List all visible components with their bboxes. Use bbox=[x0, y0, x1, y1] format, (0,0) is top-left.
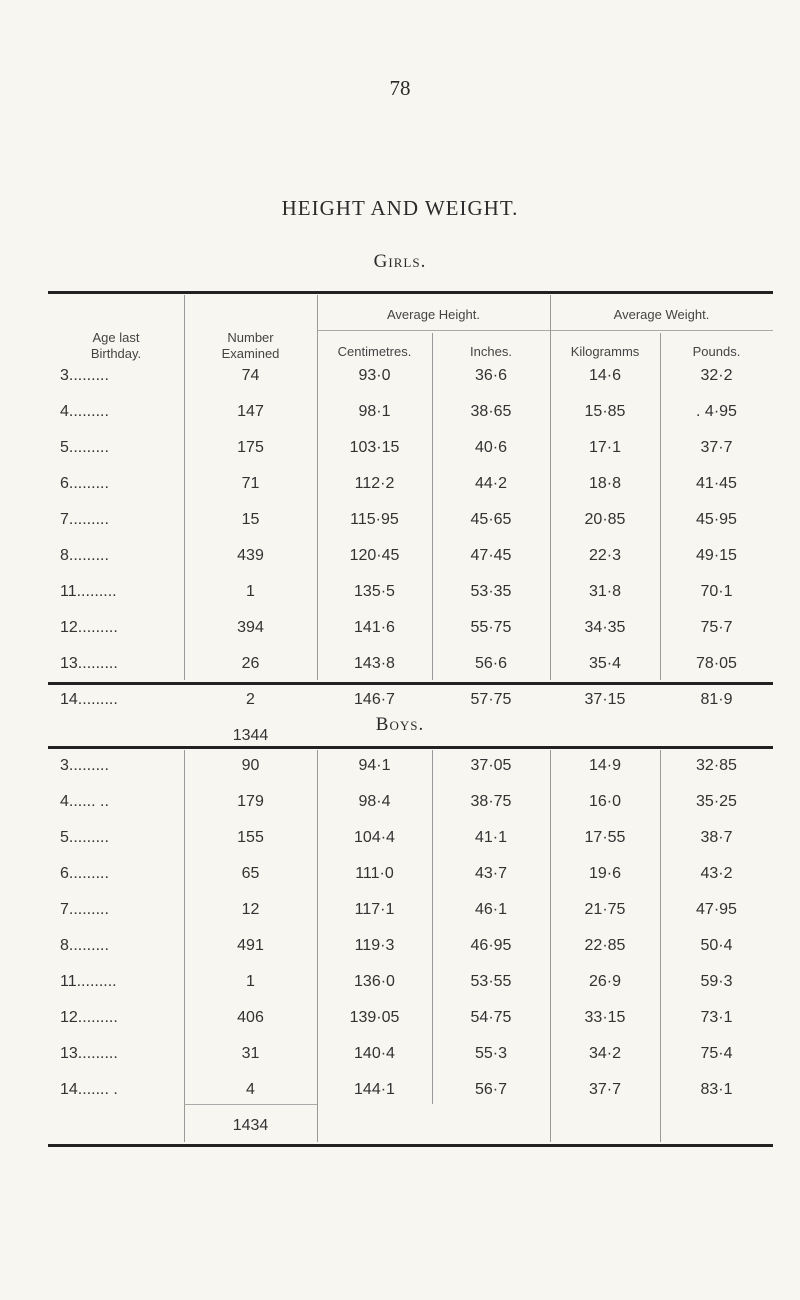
pounds-cell: 81·9 bbox=[700, 691, 733, 708]
kilogramms-cell: 33·15 bbox=[584, 1009, 626, 1026]
table-row bbox=[48, 820, 773, 856]
empty-cell bbox=[550, 1108, 660, 1144]
table-row bbox=[48, 928, 773, 964]
table-row bbox=[48, 502, 773, 538]
number-examined-cell: 406 bbox=[237, 1009, 264, 1026]
number-examined-cell: 1 bbox=[246, 583, 255, 600]
empty-cell bbox=[432, 1108, 550, 1144]
inches-cell: 55·75 bbox=[470, 619, 512, 636]
inches-cell: 53·55 bbox=[470, 973, 512, 990]
inches-cell: 46·95 bbox=[470, 937, 512, 954]
pounds-cell: 78·05 bbox=[696, 655, 737, 672]
pounds-header: Pounds. bbox=[692, 344, 741, 359]
table-row bbox=[48, 1072, 773, 1108]
inches-cell: 53·35 bbox=[470, 583, 512, 600]
kilogramms-cell: 14·6 bbox=[588, 367, 622, 384]
age-cell: 5......... bbox=[60, 829, 109, 846]
kilogramms-cell: 34·35 bbox=[584, 619, 626, 636]
pounds-cell: 32·85 bbox=[696, 757, 737, 774]
centimetres-cell: 112·2 bbox=[354, 475, 395, 492]
pounds-cell: 75·7 bbox=[700, 619, 733, 636]
centimetres-cell: 141·6 bbox=[354, 619, 395, 636]
centimetres-cell: 146·7 bbox=[354, 691, 395, 708]
number-examined-cell: 90 bbox=[241, 757, 260, 774]
pounds-cell: 38·7 bbox=[700, 829, 733, 846]
number-examined-cell: 12 bbox=[241, 901, 260, 918]
number-examined-cell: 175 bbox=[237, 439, 264, 456]
inches-cell: 40·6 bbox=[474, 439, 508, 456]
table-row bbox=[48, 856, 773, 892]
kilogramms-cell: 19·6 bbox=[588, 865, 622, 882]
inches-cell: 38·75 bbox=[470, 793, 512, 810]
number-examined-cell: 71 bbox=[241, 475, 260, 492]
inches-cell: 43·7 bbox=[474, 865, 508, 882]
pounds-cell: 37·7 bbox=[700, 439, 733, 456]
age-cell: 13......... bbox=[60, 1045, 118, 1062]
number-header-line1: Number bbox=[227, 330, 274, 345]
table-row bbox=[48, 892, 773, 928]
header-divider bbox=[317, 330, 773, 331]
pounds-cell: 43·2 bbox=[700, 865, 733, 882]
kilogramms-cell: 37·7 bbox=[588, 1081, 622, 1098]
avg-height-header: Average Height. bbox=[387, 307, 480, 322]
table-row bbox=[48, 784, 773, 820]
pounds-cell: 32·2 bbox=[700, 367, 733, 384]
centimetres-cell: 103·15 bbox=[349, 439, 400, 456]
table-row bbox=[48, 964, 773, 1000]
kilogramms-cell: 18·8 bbox=[588, 475, 622, 492]
avg-weight-header: Average Weight. bbox=[613, 307, 710, 322]
boys-bottom-rule bbox=[48, 1144, 773, 1147]
number-examined-cell: 394 bbox=[237, 619, 264, 636]
empty-cell bbox=[660, 1108, 773, 1144]
empty-cell bbox=[48, 1108, 184, 1144]
kilogramms-cell: 34·2 bbox=[588, 1045, 622, 1062]
total-examined-cell: 1344 bbox=[232, 727, 269, 744]
inches-cell: 56·6 bbox=[474, 655, 508, 672]
centimetres-cell: 140·4 bbox=[354, 1045, 395, 1062]
pounds-cell: 45·95 bbox=[696, 511, 737, 528]
table-row bbox=[48, 574, 773, 610]
number-examined-cell: 31 bbox=[241, 1045, 260, 1062]
age-cell: 6......... bbox=[60, 475, 109, 492]
table-row bbox=[48, 610, 773, 646]
centimetres-cell: 93·0 bbox=[358, 367, 391, 384]
pounds-cell: 50·4 bbox=[700, 937, 733, 954]
girls-section-title: Girls. bbox=[373, 251, 427, 272]
centimetres-cell: 119·3 bbox=[354, 937, 395, 954]
inches-cell: 46·1 bbox=[474, 901, 508, 918]
inches-header: Inches. bbox=[470, 344, 512, 359]
number-examined-cell: 439 bbox=[237, 547, 264, 564]
age-cell: 4......... bbox=[60, 403, 109, 420]
number-header-line2: Examined bbox=[221, 346, 280, 361]
kilogramms-cell: 14·9 bbox=[588, 757, 622, 774]
age-header-line2: Birthday. bbox=[90, 346, 142, 361]
pounds-cell: 49·15 bbox=[696, 547, 737, 564]
total-row bbox=[48, 1108, 773, 1144]
table-row bbox=[48, 358, 773, 394]
table-row bbox=[48, 430, 773, 466]
number-examined-cell: 155 bbox=[237, 829, 264, 846]
age-cell: 11......... bbox=[60, 973, 117, 990]
centimetres-cell: 120·45 bbox=[349, 547, 400, 564]
inches-cell: 57·75 bbox=[470, 691, 512, 708]
kilogramms-cell: 22·85 bbox=[584, 937, 626, 954]
number-examined-cell: 2 bbox=[246, 691, 255, 708]
centimetres-cell: 139·05 bbox=[349, 1009, 400, 1026]
kilogramms-cell: 35·4 bbox=[588, 655, 622, 672]
pounds-cell: 83·1 bbox=[700, 1081, 733, 1098]
inches-cell: 56·7 bbox=[474, 1081, 508, 1098]
number-examined-cell: 15 bbox=[241, 511, 260, 528]
age-cell: 14......... bbox=[60, 691, 118, 708]
number-examined-cell: 491 bbox=[237, 937, 264, 954]
pounds-cell: 73·1 bbox=[700, 1009, 733, 1026]
age-header-line1: Age last bbox=[92, 330, 140, 345]
inches-cell: 44·2 bbox=[474, 475, 508, 492]
table-row bbox=[48, 646, 773, 682]
kilogramms-cell: 20·85 bbox=[584, 511, 626, 528]
girls-data-table bbox=[48, 358, 773, 754]
centimetres-cell: 115·95 bbox=[350, 511, 399, 528]
inches-cell: 54·75 bbox=[470, 1009, 512, 1026]
pounds-cell: 59·3 bbox=[700, 973, 733, 990]
table-row bbox=[48, 394, 773, 430]
kilogramms-header: Kilogramms bbox=[570, 344, 640, 359]
page-number: 78 bbox=[389, 76, 411, 100]
age-cell: 3......... bbox=[60, 367, 109, 384]
centimetres-cell: 94·1 bbox=[358, 757, 391, 774]
centimetres-cell: 143·8 bbox=[354, 655, 395, 672]
inches-cell: 55·3 bbox=[474, 1045, 508, 1062]
kilogramms-cell: 15·85 bbox=[584, 403, 626, 420]
centimetres-cell: 98·4 bbox=[358, 793, 391, 810]
total-examined-cell: 1434 bbox=[232, 1117, 269, 1134]
number-examined-cell: 147 bbox=[237, 403, 264, 420]
page-title: HEIGHT AND WEIGHT. bbox=[281, 196, 519, 220]
age-cell: 12......... bbox=[60, 1009, 118, 1026]
empty-cell bbox=[317, 1108, 432, 1144]
age-cell: 3......... bbox=[60, 757, 109, 774]
number-examined-cell: 74 bbox=[241, 367, 260, 384]
age-cell: 11......... bbox=[60, 583, 117, 600]
pounds-cell: . 4·95 bbox=[696, 403, 737, 420]
inches-cell: 41·1 bbox=[474, 829, 508, 846]
centimetres-cell: 104·4 bbox=[354, 829, 395, 846]
pounds-cell: 41·45 bbox=[696, 475, 737, 492]
girls-bottom-rule bbox=[48, 682, 773, 685]
age-cell: 12......... bbox=[60, 619, 118, 636]
age-cell: 6......... bbox=[60, 865, 109, 882]
kilogramms-cell: 21·75 bbox=[584, 901, 626, 918]
number-examined-cell: 179 bbox=[237, 793, 264, 810]
inches-cell: 47·45 bbox=[470, 547, 512, 564]
kilogramms-cell: 17·1 bbox=[588, 439, 622, 456]
boys-data-table bbox=[48, 748, 773, 1144]
inches-cell: 36·6 bbox=[474, 367, 508, 384]
age-cell: 8......... bbox=[60, 937, 109, 954]
number-examined-cell: 65 bbox=[241, 865, 260, 882]
centimetres-cell: 136·0 bbox=[354, 973, 395, 990]
pounds-cell: 70·1 bbox=[700, 583, 733, 600]
age-cell: 7......... bbox=[60, 901, 109, 918]
kilogramms-cell: 17·55 bbox=[584, 829, 626, 846]
age-cell: 7......... bbox=[60, 511, 109, 528]
inches-cell: 38·65 bbox=[470, 403, 512, 420]
inches-cell: 45·65 bbox=[470, 511, 512, 528]
table-row bbox=[48, 1036, 773, 1072]
table-row bbox=[48, 1000, 773, 1036]
age-cell: 5......... bbox=[60, 439, 109, 456]
centimetres-cell: 111·0 bbox=[355, 865, 394, 882]
girls-top-rule bbox=[48, 291, 773, 294]
table-row bbox=[48, 466, 773, 502]
centimetres-cell: 144·1 bbox=[354, 1081, 395, 1098]
kilogramms-cell: 26·9 bbox=[588, 973, 622, 990]
number-examined-cell: 1 bbox=[246, 973, 255, 990]
centimetres-cell: 135·5 bbox=[354, 583, 395, 600]
kilogramms-cell: 16·0 bbox=[588, 793, 622, 810]
inches-cell: 37·05 bbox=[470, 757, 512, 774]
table-row bbox=[48, 538, 773, 574]
boys-section-title: Boys. bbox=[375, 714, 425, 735]
number-examined-cell: 4 bbox=[246, 1081, 255, 1098]
table-row bbox=[48, 748, 773, 784]
age-cell: 8......... bbox=[60, 547, 109, 564]
kilogramms-cell: 37·15 bbox=[584, 691, 626, 708]
pounds-cell: 47·95 bbox=[696, 901, 737, 918]
age-cell: 4...... .. bbox=[60, 793, 109, 810]
centimetres-cell: 98·1 bbox=[358, 403, 391, 420]
pounds-cell: 35·25 bbox=[696, 793, 737, 810]
pounds-cell: 75·4 bbox=[700, 1045, 733, 1062]
kilogramms-cell: 22·3 bbox=[588, 547, 622, 564]
centimetres-header: Centimetres. bbox=[337, 344, 412, 359]
centimetres-cell: 117·1 bbox=[354, 901, 395, 918]
table-row bbox=[48, 682, 773, 718]
kilogramms-cell: 31·8 bbox=[588, 583, 622, 600]
number-examined-cell: 26 bbox=[241, 655, 260, 672]
age-cell: 13......... bbox=[60, 655, 118, 672]
age-cell: 14....... . bbox=[60, 1081, 118, 1098]
